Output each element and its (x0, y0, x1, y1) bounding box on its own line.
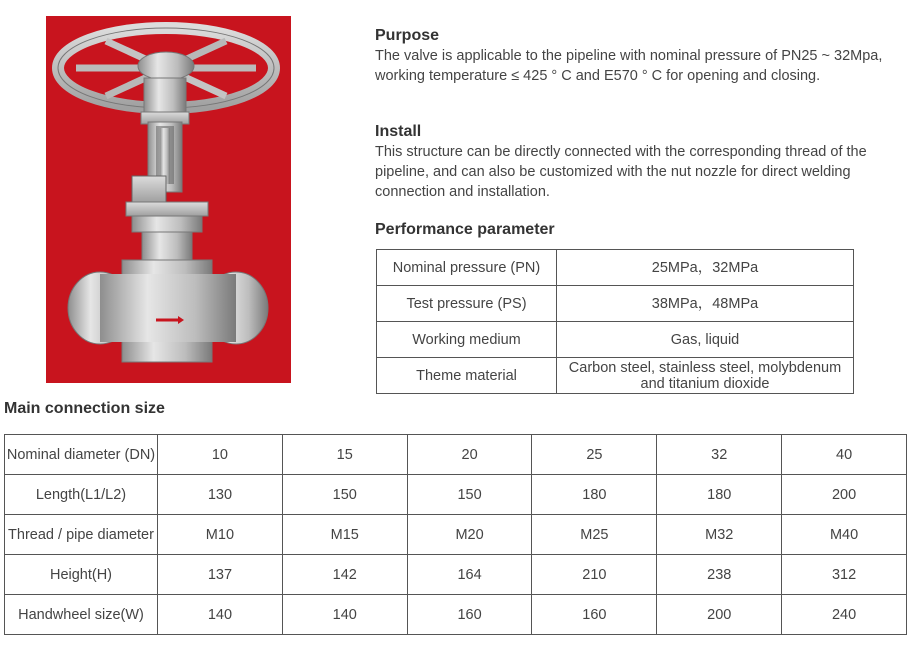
table-row (377, 322, 854, 358)
performance-table (376, 249, 854, 394)
connection-size-table (4, 434, 907, 635)
purpose-heading: Purpose (375, 27, 440, 44)
install-section (375, 122, 885, 202)
table-cell: 15 (282, 435, 407, 475)
table-cell: M32 (657, 515, 782, 555)
purpose-text: The valve is applicable to the pipeline with nominal pressure of PN25 ~ 32Mpa, working temperature ≤ 425 ° C and E570 ° C for opening and closing. (375, 48, 883, 84)
install-text: This structure can be directly connected with the corresponding thread of the pipeline, and can also be customized with the nut nozzle for direct welding connection and installation. (375, 144, 867, 200)
table-cell: 150 (407, 475, 532, 515)
parameter-label: Nominal pressure (PN) (377, 250, 557, 286)
table-cell: 180 (532, 475, 657, 515)
table-cell: 180 (657, 475, 782, 515)
table-row (377, 358, 854, 394)
table-row (377, 250, 854, 286)
table-cell: 312 (782, 555, 907, 595)
parameter-label: Theme material (377, 358, 557, 394)
table-cell: 40 (782, 435, 907, 475)
table-row (5, 515, 907, 555)
valve-photo (46, 16, 291, 383)
valve-illustration (46, 16, 291, 383)
table-cell: 137 (158, 555, 283, 595)
purpose-section (375, 26, 885, 86)
info-panel (375, 26, 885, 238)
table-cell: 160 (532, 595, 657, 635)
table-cell: 25 (532, 435, 657, 475)
table-cell: M10 (158, 515, 283, 555)
table-cell: M40 (782, 515, 907, 555)
parameter-value: 38MPa，48MPa (557, 286, 854, 322)
table-cell: 200 (782, 475, 907, 515)
table-cell: 200 (657, 595, 782, 635)
install-heading: Install (375, 123, 422, 140)
parameter-label: Working medium (377, 322, 557, 358)
table-row (377, 286, 854, 322)
table-cell: 160 (407, 595, 532, 635)
row-header: Thread / pipe diameter (5, 515, 158, 555)
table-row (5, 595, 907, 635)
table-cell: M25 (532, 515, 657, 555)
table-cell: 142 (282, 555, 407, 595)
row-header: Nominal diameter (DN) (5, 435, 158, 475)
table-cell: 140 (282, 595, 407, 635)
table-cell: 238 (657, 555, 782, 595)
table-row (5, 475, 907, 515)
parameter-value: 25MPa，32MPa (557, 250, 854, 286)
table-cell: 210 (532, 555, 657, 595)
table-cell: M20 (407, 515, 532, 555)
parameter-label: Test pressure (PS) (377, 286, 557, 322)
table-cell: 32 (657, 435, 782, 475)
table-cell: 20 (407, 435, 532, 475)
table-row (5, 555, 907, 595)
main-connection-heading: Main connection size (4, 400, 165, 417)
table-cell: 240 (782, 595, 907, 635)
parameter-value: Gas, liquid (557, 322, 854, 358)
row-header: Height(H) (5, 555, 158, 595)
row-header: Handwheel size(W) (5, 595, 158, 635)
row-header: Length(L1/L2) (5, 475, 158, 515)
performance-heading: Performance parameter (375, 221, 555, 238)
performance-section (375, 220, 885, 240)
table-cell: 10 (158, 435, 283, 475)
parameter-value: Carbon steel, stainless steel, molybdenum and titanium dioxide (557, 358, 854, 394)
table-cell: 150 (282, 475, 407, 515)
table-cell: M15 (282, 515, 407, 555)
table-cell: 140 (158, 595, 283, 635)
table-row (5, 435, 907, 475)
table-cell: 164 (407, 555, 532, 595)
table-cell: 130 (158, 475, 283, 515)
